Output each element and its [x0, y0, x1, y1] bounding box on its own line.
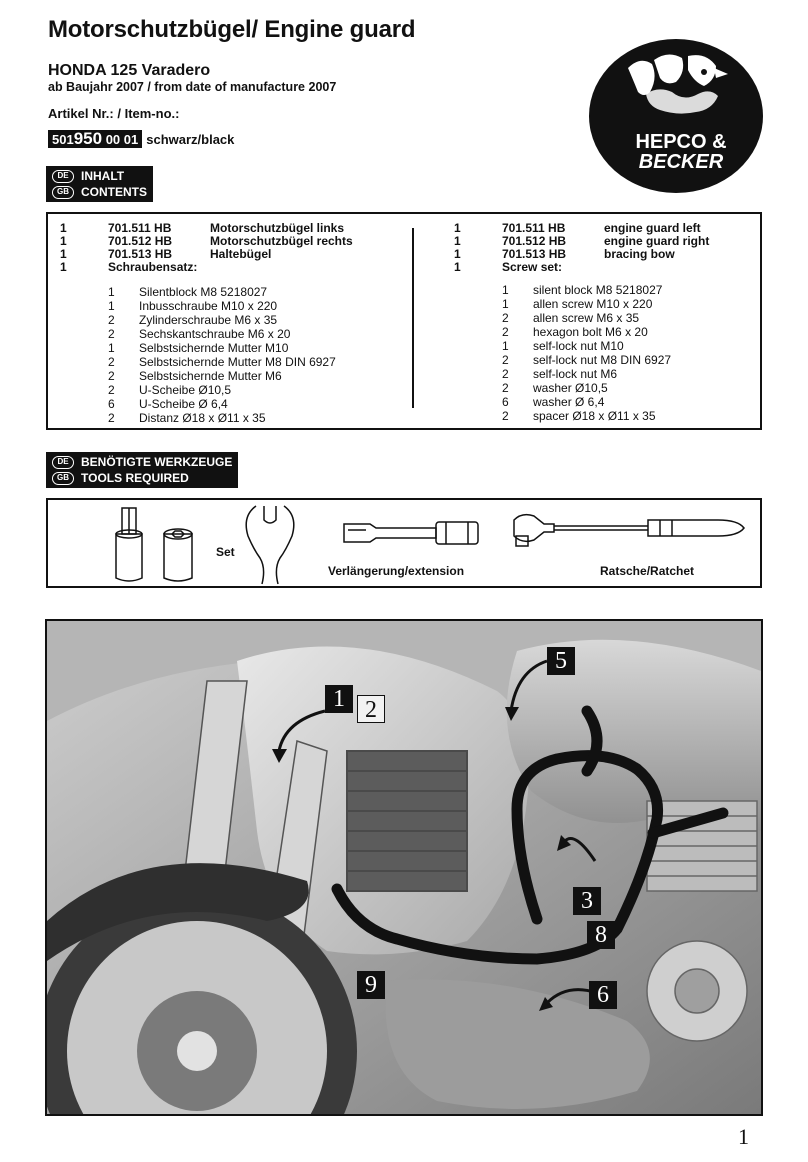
callout-3: 3	[573, 887, 601, 915]
list-item: 1 701.512 HB Motorschutzbügel rechts	[60, 234, 353, 248]
list-item: 2 Zylinderschraube M6 x 35	[108, 313, 278, 327]
tools-box	[46, 498, 762, 588]
logo-line2: BECKER	[638, 151, 724, 173]
socket-icon	[164, 529, 192, 581]
ratchet-icon	[514, 515, 744, 546]
list-item: 1 701.512 HB engine guard right	[454, 234, 710, 248]
list-item: 1 701.513 HB Haltebügel	[60, 247, 272, 261]
callout-6: 6	[589, 981, 617, 1009]
list-item: 1 allen screw M10 x 220	[502, 297, 653, 311]
model-name: HONDA 125 Varadero	[48, 62, 211, 79]
hex-bit-socket-icon	[116, 508, 142, 581]
page-number: 1	[738, 1124, 749, 1149]
de-flag-icon: DE	[52, 170, 74, 183]
list-item: 1 Schraubensatz:	[60, 260, 198, 274]
motorcycle-illustration	[47, 621, 761, 1114]
de-flag-icon: DE	[52, 456, 74, 469]
list-item: 6 U-Scheibe Ø 6,4	[108, 397, 228, 411]
de-items	[60, 222, 353, 274]
list-item: 2 Sechskantschraube M6 x 20	[108, 327, 291, 341]
contents-heading: DE INHALT GB CONTENTS	[46, 166, 153, 202]
item-number-label: Artikel Nr.: / Item-no.:	[48, 106, 180, 121]
logo-line1: HEPCO &	[635, 131, 727, 153]
list-item: 1 701.511 HB engine guard left	[454, 221, 701, 235]
item-color: schwarz/black	[146, 131, 235, 147]
column-divider	[412, 228, 414, 408]
list-item: 2 allen screw M6 x 35	[502, 311, 640, 325]
callout-5: 5	[547, 647, 575, 675]
list-item: 1 701.511 HB Motorschutzbügel links	[60, 221, 345, 235]
callout-8: 8	[587, 921, 615, 949]
contents-column-de	[60, 222, 353, 425]
list-item: 1 701.513 HB bracing bow	[454, 247, 675, 261]
gb-items	[454, 222, 709, 274]
gb-flag-icon: GB	[52, 472, 74, 485]
ratchet-label: Ratsche/Ratchet	[600, 564, 695, 578]
list-item: 1 self-lock nut M10	[502, 339, 624, 353]
tools-heading: DE BENÖTIGTE WERKZEUGE GB TOOLS REQUIRED	[46, 452, 238, 488]
gb-flag-icon: GB	[52, 186, 74, 199]
installation-photo	[45, 619, 763, 1116]
callout-9: 9	[357, 971, 385, 999]
list-item: 1 Selbstsichernde Mutter M10	[108, 341, 289, 355]
list-item: 2 Distanz Ø18 x Ø11 x 35	[108, 411, 266, 425]
list-item: 2 Selbstsichernde Mutter M8 DIN 6927	[108, 355, 336, 369]
item-number-row	[48, 130, 234, 148]
callout-1: 1	[325, 685, 353, 713]
list-item: 2 self-lock nut M8 DIN 6927	[502, 353, 672, 367]
list-item: 2 U-Scheibe Ø10,5	[108, 383, 232, 397]
item-number: 501950 00 01	[48, 130, 142, 148]
contents-table	[46, 212, 762, 430]
gb-screw-list	[454, 283, 709, 423]
contents-column-gb	[454, 222, 709, 423]
extension-label: Verlängerung/extension	[328, 564, 465, 578]
hepco-becker-logo	[588, 38, 764, 194]
de-screw-list	[60, 285, 353, 425]
page-title: Motorschutzbügel/ Engine guard	[48, 16, 416, 43]
list-item: 1 Inbusschraube M10 x 220	[108, 299, 278, 313]
wrench-icon	[246, 506, 294, 584]
list-item: 1 Silentblock M8 5218027	[108, 285, 268, 299]
list-item: 2 Selbstsichernde Mutter M6	[108, 369, 282, 383]
callout-2: 2	[357, 695, 385, 723]
list-item: 2 self-lock nut M6	[502, 367, 618, 381]
list-item: 2 hexagon bolt M6 x 20	[502, 325, 648, 339]
extension-icon	[344, 522, 478, 544]
list-item: 2 spacer Ø18 x Ø11 x 35	[502, 409, 656, 423]
set-label: Set	[216, 545, 235, 559]
list-item: 2 washer Ø10,5	[502, 381, 608, 395]
list-item: 1 Screw set:	[454, 260, 563, 274]
list-item: 6 washer Ø 6,4	[502, 395, 605, 409]
build-year: ab Baujahr 2007 / from date of manufacture 2007	[48, 80, 337, 94]
list-item: 1 silent block M8 5218027	[502, 283, 663, 297]
